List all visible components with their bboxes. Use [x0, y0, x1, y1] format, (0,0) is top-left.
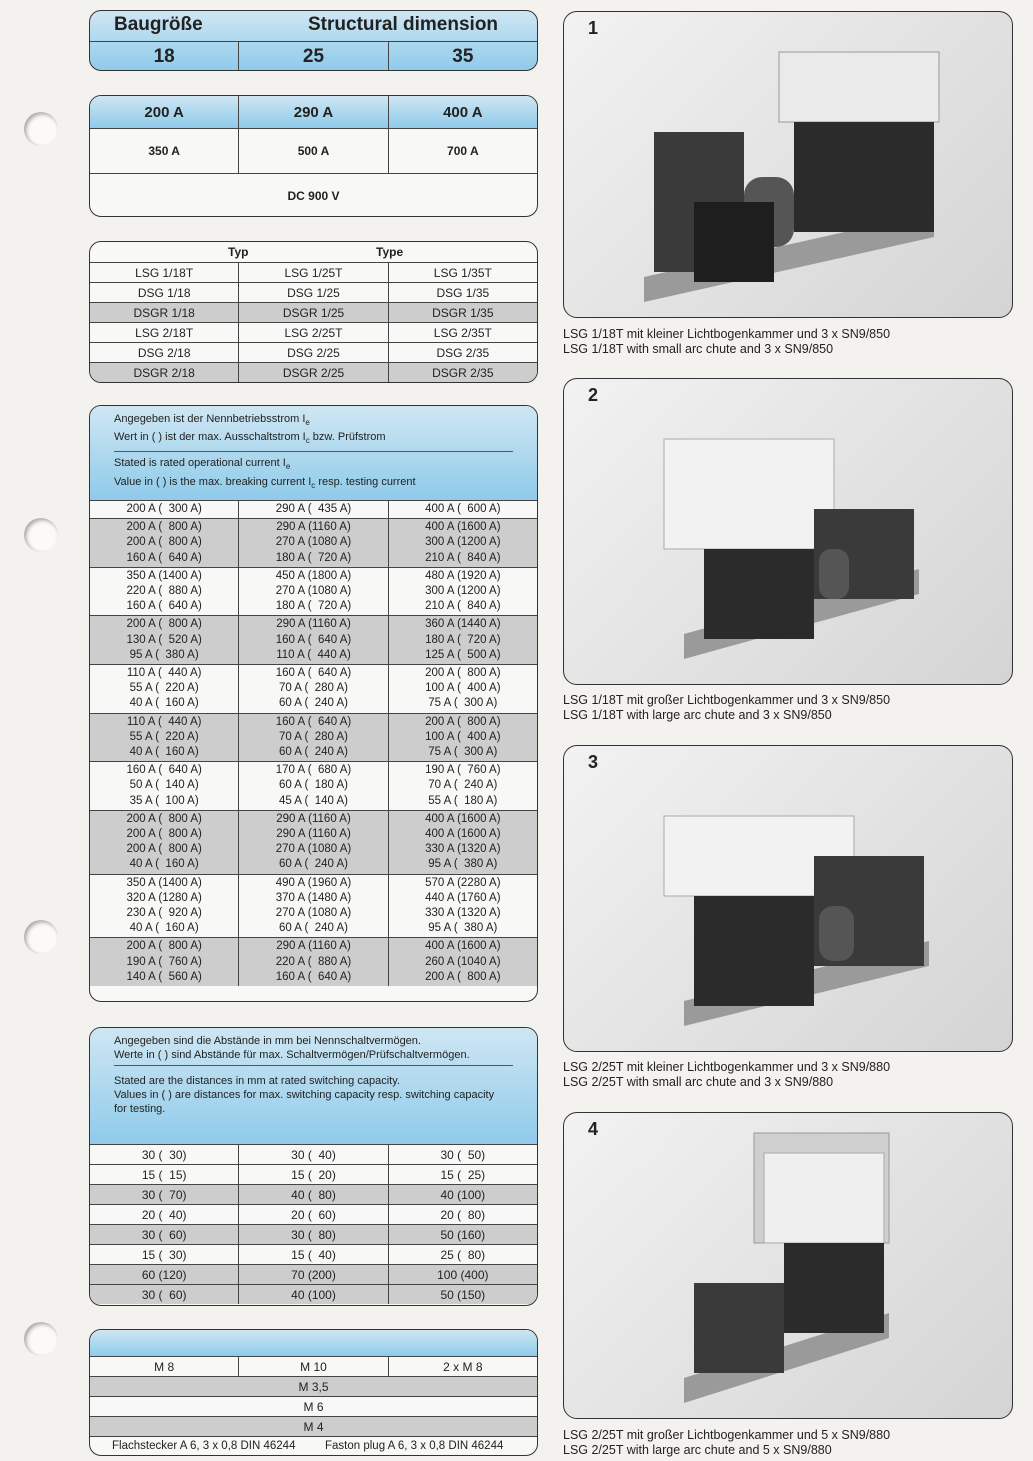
- distance-cell: 15 ( 20): [238, 1165, 387, 1184]
- rating-cell: [90, 875, 238, 938]
- rating-cell: [90, 568, 238, 616]
- type-cell: LSG 2/18T: [135, 325, 194, 340]
- rating-value: 40 A ( 160 A): [129, 858, 199, 871]
- rating-value: 570 A (2280 A): [425, 876, 501, 889]
- dist-note-de-1: Angegeben sind die Abstände in mm bei Nennschaltvermögen.: [114, 1035, 421, 1047]
- rating-value: 170 A ( 680 A): [275, 764, 352, 777]
- rating-value: 95 A ( 380 A): [129, 648, 199, 661]
- rating-group: [90, 810, 537, 874]
- title-de: Baugröße: [114, 14, 203, 35]
- rating-group: [90, 713, 537, 762]
- rating-value: 55 A ( 220 A): [129, 730, 199, 743]
- distance-cell: 20 ( 80): [388, 1205, 537, 1224]
- rating-value: 270 A (1080 A): [275, 907, 352, 920]
- distance-cell: 50 (160): [388, 1225, 537, 1244]
- rated-current-25: 290 A: [238, 96, 387, 128]
- rating-value: 60 A ( 180 A): [278, 779, 349, 792]
- contactor-image: [564, 379, 1013, 685]
- rating-value: 440 A (1760 A): [425, 891, 501, 904]
- second-current-25: 500 A: [238, 129, 387, 173]
- distance-row: [90, 1164, 537, 1184]
- rating-value: 200 A ( 300 A): [126, 503, 202, 515]
- type-row: [90, 342, 537, 362]
- rating-cell: [238, 568, 387, 616]
- rating-value: 210 A ( 840 A): [425, 551, 501, 564]
- rating-value: 200 A ( 800 A): [126, 521, 202, 534]
- rating-value: 480 A (1920 A): [425, 569, 501, 582]
- rating-value: 160 A ( 640 A): [275, 633, 352, 646]
- size-header: [89, 10, 538, 71]
- rating-value: 260 A (1040 A): [425, 955, 501, 968]
- rating-value: 60 A ( 240 A): [278, 746, 349, 759]
- rating-value: 140 A ( 560 A): [126, 970, 202, 983]
- type-cell: DSG 2/18: [137, 345, 191, 360]
- rating-value: 200 A ( 800 A): [126, 812, 202, 825]
- rating-group: [90, 518, 537, 567]
- type-cell: LSG 2/35T: [388, 323, 537, 342]
- terminal-25: M 10: [238, 1357, 387, 1376]
- rating-value: 350 A (1400 A): [126, 876, 202, 889]
- rating-value: 180 A ( 720 A): [425, 633, 501, 646]
- distance-cell: 70 (200): [238, 1265, 387, 1284]
- rating-group: [90, 761, 537, 810]
- rating-value: 290 A (1160 A): [276, 521, 351, 534]
- rating-value: 300 A (1200 A): [425, 536, 501, 549]
- rating-cell: [388, 875, 537, 938]
- rating-value: 110 A ( 440 A): [276, 648, 351, 661]
- type-row: [90, 362, 537, 382]
- type-row: [90, 282, 537, 302]
- photo-number: 2: [588, 385, 599, 405]
- type-cell: LSG 1/25T: [238, 263, 387, 282]
- type-cell: DSG 1/18: [137, 285, 191, 300]
- rating-value: 490 A (1960 A): [275, 876, 352, 889]
- distance-cell: 40 ( 80): [238, 1185, 387, 1204]
- type-row: [90, 262, 537, 282]
- rating-cell: [238, 501, 387, 518]
- rating-cell: [388, 714, 537, 762]
- rating-value: 95 A ( 380 A): [428, 922, 498, 935]
- rating-value: 400 A (1600 A): [425, 812, 501, 825]
- binder-hole: [24, 1322, 58, 1356]
- terminal-m6: M 6: [303, 1399, 324, 1414]
- current-panel: [89, 95, 538, 217]
- rating-value: 40 A ( 160 A): [129, 922, 199, 935]
- rating-value: 75 A ( 300 A): [428, 746, 498, 759]
- rating-value: 290 A (1160 A): [276, 618, 351, 631]
- title-en: Structural dimension: [308, 14, 499, 35]
- rating-value: 400 A (1600 A): [425, 521, 501, 534]
- rating-value: 400 A (1600 A): [425, 828, 501, 841]
- contactor-image: [564, 1113, 1013, 1419]
- distance-cell: 30 ( 60): [141, 1227, 187, 1242]
- rating-value: 60 A ( 240 A): [278, 858, 349, 871]
- dist-note-en-2: Values in ( ) are distances for max. switching capacity resp. switching capacity: [114, 1089, 495, 1101]
- rating-value: 400 A (1600 A): [425, 940, 501, 953]
- type-cell: DSGR 1/25: [238, 303, 387, 322]
- rating-cell: [90, 714, 238, 762]
- rating-value: 55 A ( 180 A): [428, 794, 498, 807]
- type-row: [90, 302, 537, 322]
- terminal-18: M 8: [154, 1359, 175, 1374]
- rating-value: 110 A ( 440 A): [126, 667, 202, 680]
- rating-value: 370 A (1480 A): [275, 891, 352, 904]
- rating-cell: [238, 762, 387, 810]
- photo-number: 3: [588, 752, 599, 772]
- distance-cell: 30 ( 60): [141, 1287, 187, 1302]
- rating-cell: [238, 811, 387, 874]
- rating-cell: [388, 616, 537, 664]
- distance-row: [90, 1144, 537, 1164]
- voltage: DC 900 V: [287, 188, 340, 203]
- plug-en: Faston plug A 6, 3 x 0,8 DIN 46244: [325, 1440, 504, 1452]
- distance-cell: 100 (400): [388, 1265, 537, 1284]
- distance-cell: 60 (120): [141, 1267, 187, 1282]
- type-cell: DSGR 2/25: [238, 363, 387, 382]
- rating-value: 330 A (1320 A): [425, 843, 501, 856]
- rating-value: 290 A ( 435 A): [275, 503, 352, 515]
- rating-cell: [238, 875, 387, 938]
- rating-value: 200 A ( 800 A): [126, 843, 202, 856]
- type-table: [89, 241, 538, 383]
- type-cell: LSG 1/18T: [135, 265, 194, 280]
- distance-cell: 30 ( 30): [141, 1147, 187, 1162]
- rating-value: 200 A ( 800 A): [126, 536, 202, 549]
- rating-value: 180 A ( 720 A): [275, 600, 352, 613]
- rating-value: 160 A ( 640 A): [275, 970, 352, 983]
- rating-value: 60 A ( 240 A): [278, 697, 349, 710]
- distance-cell: 25 ( 80): [388, 1245, 537, 1264]
- rating-value: 220 A ( 880 A): [126, 585, 202, 598]
- rating-value: 75 A ( 300 A): [428, 697, 498, 710]
- rating-cell: [388, 938, 537, 986]
- rating-value: 160 A ( 640 A): [126, 551, 202, 564]
- rating-group: [90, 615, 537, 664]
- rating-value: 270 A (1080 A): [275, 536, 352, 549]
- note-en-2: Value in ( ) is the max. breaking current I: [114, 475, 312, 488]
- distance-cell: 15 ( 25): [388, 1165, 537, 1184]
- rating-value: 100 A ( 400 A): [425, 730, 501, 743]
- terminal-m35: M 3,5: [298, 1379, 329, 1394]
- rating-value: 95 A ( 380 A): [428, 858, 498, 871]
- dist-note-en-3: for testing.: [114, 1103, 166, 1115]
- rating-value: 350 A (1400 A): [126, 569, 202, 582]
- note-de-1: Angegeben ist der Nennbetriebsstrom I: [114, 413, 306, 425]
- binder-hole: [24, 518, 58, 552]
- binder-hole: [24, 920, 58, 954]
- photo-2: [563, 378, 1013, 685]
- ratings-note: Angegeben ist der Nennbetriebsstrom $I_e$ Wert in ( ) ist der max. Ausschaltstrom $I_c$ bzw. Prüfstrom Stated is rated operational current $I_e$ Value in ( ) is the max. breaking current $I_c$ resp. testing current: [90, 406, 537, 500]
- caption-2: LSG 1/18T mit großer Lichtbogenkammer und 3 x SN9/850 LSG 1/18T with large arc chute and 3 x SN9/850: [563, 693, 891, 722]
- rating-value: 200 A ( 800 A): [126, 618, 202, 631]
- photo-number: 4: [588, 1119, 599, 1139]
- rating-value: 100 A ( 400 A): [425, 682, 501, 695]
- rating-cell: [90, 665, 238, 713]
- rating-value: 110 A ( 440 A): [126, 715, 202, 728]
- caption-3: LSG 2/25T mit kleiner Lichtbogenkammer und 3 x SN9/880 LSG 2/25T with small arc chute and 3 x SN9/880: [563, 1060, 891, 1089]
- contactor-image: [564, 746, 1013, 1052]
- rating-value: 160 A ( 640 A): [275, 667, 352, 680]
- note-de-2: Wert in ( ) ist der max. Ausschaltstrom I: [114, 431, 306, 444]
- type-header-en: Type: [376, 245, 404, 259]
- rating-cell: [90, 616, 238, 664]
- rating-group: [90, 567, 537, 616]
- rating-cell: [388, 519, 537, 567]
- rating-value: 45 A ( 140 A): [278, 794, 349, 807]
- rating-cell: [388, 501, 537, 518]
- rating-cell: [388, 811, 537, 874]
- rating-value: 360 A (1440 A): [425, 618, 501, 631]
- rating-cell: [90, 938, 238, 986]
- rating-group: [90, 664, 537, 713]
- terminal-35: 2 x M 8: [388, 1357, 537, 1376]
- rating-value: 210 A ( 840 A): [425, 600, 501, 613]
- type-row: [90, 322, 537, 342]
- rating-value: 130 A ( 520 A): [126, 633, 202, 646]
- rating-value: 230 A ( 920 A): [126, 907, 202, 920]
- rating-value: 55 A ( 220 A): [129, 682, 199, 695]
- terminal-m4: M 4: [303, 1419, 324, 1434]
- rating-cell: [90, 519, 238, 567]
- rating-group: [90, 500, 537, 518]
- distances-table: [89, 1027, 538, 1306]
- rating-value: 35 A ( 100 A): [129, 794, 199, 807]
- rating-value: 290 A (1160 A): [276, 940, 351, 953]
- distance-cell: 20 ( 60): [238, 1205, 387, 1224]
- type-cell: LSG 1/35T: [388, 263, 537, 282]
- rating-value: 70 A ( 240 A): [428, 779, 498, 792]
- distance-row: [90, 1284, 537, 1304]
- binder-hole: [24, 112, 58, 146]
- distance-cell: 15 ( 40): [238, 1245, 387, 1264]
- rating-cell: [238, 714, 387, 762]
- rating-cell: [238, 519, 387, 567]
- distances-note: [90, 1028, 537, 1144]
- caption-1: LSG 1/18T mit kleiner Lichtbogenkammer und 3 x SN9/850 LSG 1/18T with small arc chute and 3 x SN9/850: [563, 327, 891, 356]
- rating-value: 200 A ( 800 A): [126, 940, 202, 953]
- rating-value: 160 A ( 640 A): [126, 600, 202, 613]
- rating-value: 40 A ( 160 A): [129, 697, 199, 710]
- rated-current-18: 200 A: [144, 103, 184, 121]
- second-current-35: 700 A: [388, 129, 537, 173]
- rating-value: 70 A ( 280 A): [278, 730, 349, 743]
- size-25: 25: [238, 42, 387, 71]
- distance-cell: 40 (100): [238, 1285, 387, 1304]
- note-en-1: Stated is rated operational current I: [114, 457, 286, 470]
- type-cell: DSGR 1/35: [388, 303, 537, 322]
- photo-1: [563, 11, 1013, 318]
- terminals-table: [89, 1329, 538, 1456]
- rating-value: 160 A ( 640 A): [275, 715, 352, 728]
- rating-value: 270 A (1080 A): [275, 585, 352, 598]
- distance-cell: 30 ( 40): [238, 1145, 387, 1164]
- rating-value: 400 A ( 600 A): [425, 503, 501, 515]
- distance-row: [90, 1184, 537, 1204]
- rating-value: 290 A (1160 A): [276, 812, 351, 825]
- rating-value: 190 A ( 760 A): [425, 764, 501, 777]
- rating-value: 50 A ( 140 A): [129, 779, 199, 792]
- distance-cell: 30 ( 70): [141, 1187, 187, 1202]
- distance-cell: 20 ( 40): [141, 1207, 187, 1222]
- rating-value: 180 A ( 720 A): [275, 551, 352, 564]
- second-current-18: 350 A: [148, 144, 180, 158]
- rating-cell: [388, 568, 537, 616]
- rating-value: 200 A ( 800 A): [126, 828, 202, 841]
- rating-value: 190 A ( 760 A): [126, 955, 202, 968]
- rating-value: 290 A (1160 A): [276, 828, 351, 841]
- type-cell: DSG 2/35: [388, 343, 537, 362]
- plug-de: Flachstecker A 6, 3 x 0,8 DIN 46244: [112, 1440, 296, 1452]
- distance-cell: 15 ( 15): [141, 1167, 187, 1182]
- distance-cell: 30 ( 80): [238, 1225, 387, 1244]
- rating-group: [90, 874, 537, 938]
- rating-cell: [388, 762, 537, 810]
- dist-note-en-1: Stated are the distances in mm at rated switching capacity.: [114, 1075, 400, 1087]
- rated-current-35: 400 A: [388, 96, 537, 128]
- rating-value: 450 A (1800 A): [275, 569, 352, 582]
- rating-cell: [238, 616, 387, 664]
- rating-cell: [90, 762, 238, 810]
- rating-value: 40 A ( 160 A): [129, 746, 199, 759]
- rating-value: 320 A (1280 A): [126, 891, 202, 904]
- rating-value: 60 A ( 240 A): [278, 922, 349, 935]
- type-cell: DSG 1/25: [238, 283, 387, 302]
- rating-value: 330 A (1320 A): [425, 907, 501, 920]
- rating-value: 270 A (1080 A): [275, 843, 352, 856]
- distance-row: [90, 1264, 537, 1284]
- contactor-image: [564, 12, 1013, 318]
- dist-note-de-2: Werte in ( ) sind Abstände für max. Schaltvermögen/Prüfschaltvermögen.: [114, 1049, 470, 1061]
- size-35: 35: [388, 42, 537, 71]
- rating-cell: [90, 811, 238, 874]
- type-header-de: Typ: [228, 245, 249, 259]
- distance-cell: 40 (100): [388, 1185, 537, 1204]
- rating-value: 200 A ( 800 A): [425, 715, 501, 728]
- rating-cell: [388, 665, 537, 713]
- rating-value: 125 A ( 500 A): [425, 648, 501, 661]
- type-cell: DSGR 2/35: [388, 363, 537, 382]
- type-cell: DSG 1/35: [388, 283, 537, 302]
- distance-row: [90, 1224, 537, 1244]
- distance-cell: 30 ( 50): [388, 1145, 537, 1164]
- photo-4: [563, 1112, 1013, 1419]
- rating-group: [90, 937, 537, 986]
- type-cell: DSG 2/25: [238, 343, 387, 362]
- type-cell: DSGR 1/18: [133, 305, 195, 320]
- rating-cell: [238, 665, 387, 713]
- type-cell: LSG 2/25T: [238, 323, 387, 342]
- rating-cell: [238, 938, 387, 986]
- rating-value: 200 A ( 800 A): [425, 667, 501, 680]
- rating-value: 200 A ( 800 A): [425, 970, 501, 983]
- caption-4: LSG 2/25T mit großer Lichtbogenkammer und 5 x SN9/880 LSG 2/25T with large arc chute and 5 x SN9/880: [563, 1428, 891, 1457]
- type-cell: DSGR 2/18: [133, 365, 195, 380]
- rating-value: 300 A (1200 A): [425, 585, 501, 598]
- distance-cell: 50 (150): [388, 1285, 537, 1304]
- photo-number: 1: [588, 18, 599, 38]
- rating-value: 160 A ( 640 A): [126, 764, 202, 777]
- rating-value: 70 A ( 280 A): [278, 682, 349, 695]
- ratings-table: [89, 405, 538, 1002]
- rating-cell: [90, 501, 238, 518]
- distance-row: [90, 1244, 537, 1264]
- photo-3: [563, 745, 1013, 1052]
- size-18: 18: [153, 45, 175, 67]
- distance-cell: 15 ( 30): [141, 1247, 187, 1262]
- distance-row: [90, 1204, 537, 1224]
- rating-value: 220 A ( 880 A): [275, 955, 352, 968]
